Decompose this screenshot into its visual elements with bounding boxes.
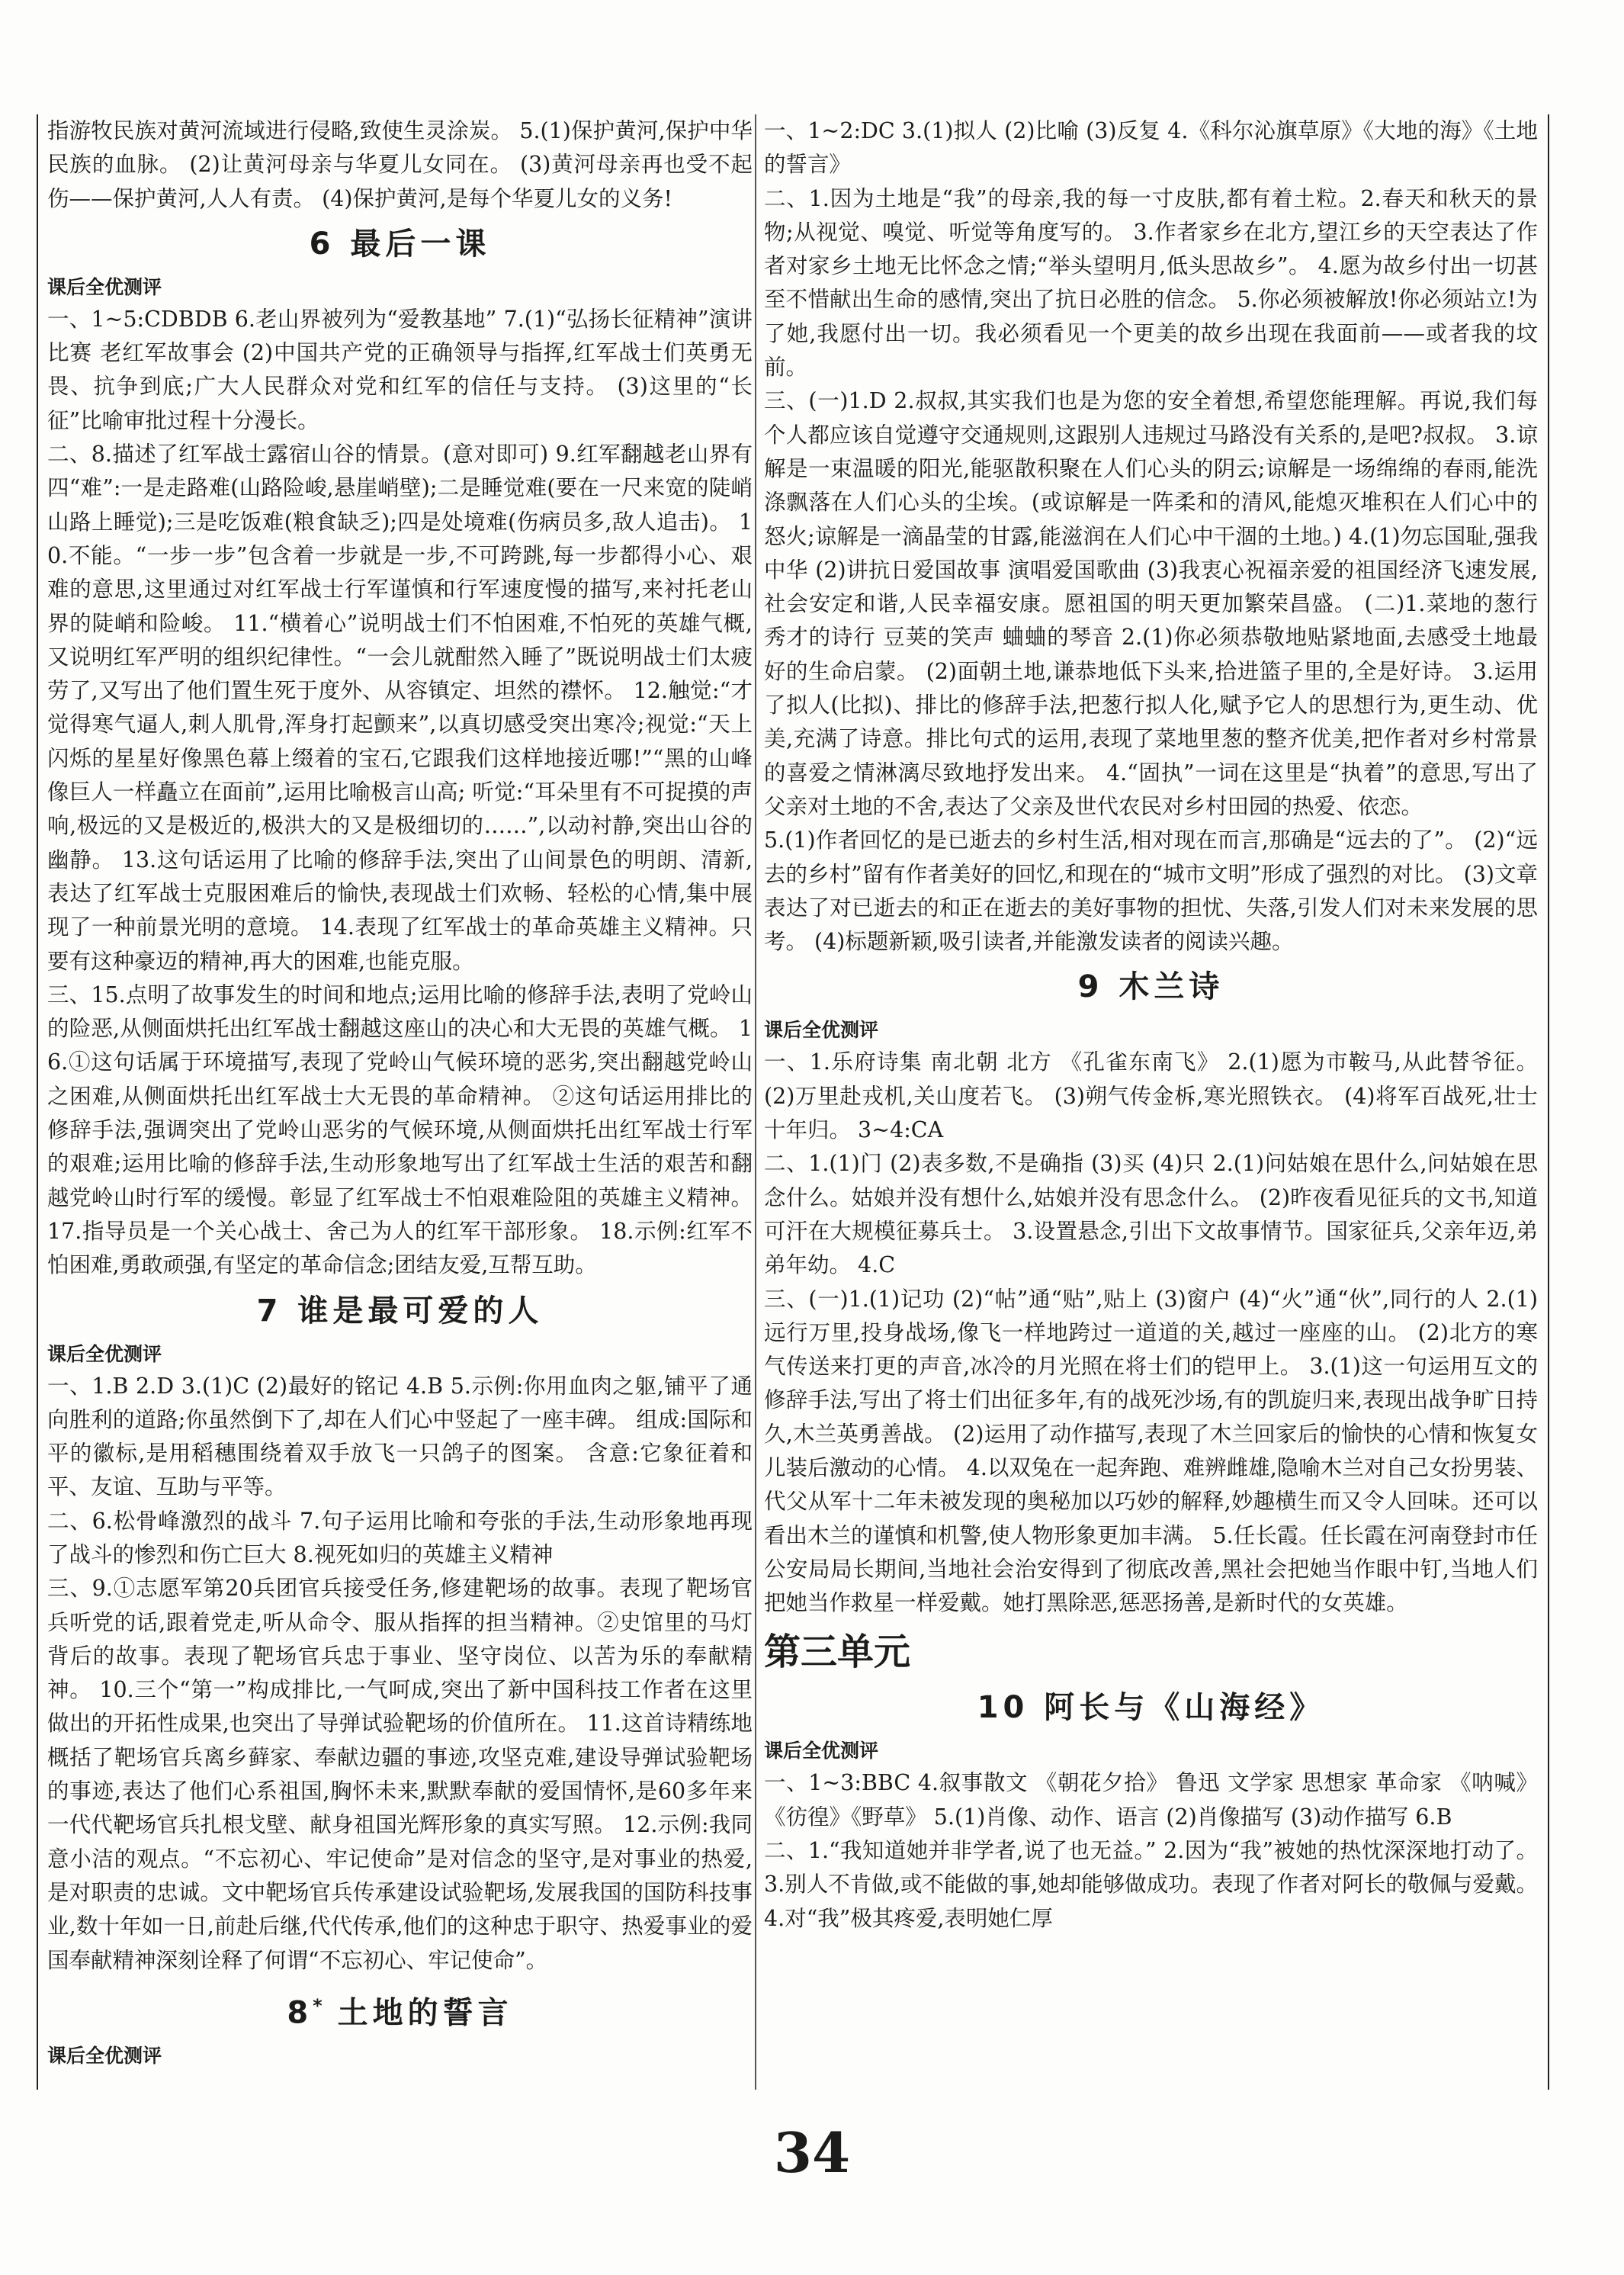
left-frame-line xyxy=(37,114,38,2090)
lesson-9-part-1: 一、1.乐府诗集 南北朝 北方 《孔雀东南飞》 2.(1)愿为市鞍马,从此替爷征。 (2)万里赴戎机,关山度若飞。 (3)朔气传金柝,寒光照铁衣。 (4)将军百战死,壮士十年归。 3~4:CA xyxy=(764,1049,1538,1143)
lesson-10-subtitle: 课后全优测评 xyxy=(764,1740,879,1762)
lesson-7-title: 7 谁是最可爱的人 xyxy=(256,1293,544,1329)
intro-paragraph: 指游牧民族对黄河流域进行侵略,致使生灵涂炭。 5.(1)保护黄河,保护中华民族的血脉。 (2)让黄河母亲与华夏儿女同在。 (3)黄河母亲再也受不起伤——保护黄河,人人有责。 (4)保护黄河,是每个华夏儿女的义务! xyxy=(47,118,753,211)
lesson-10-part-2: 二、1.“我知道她并非学者,说了也无益。” 2.因为“我”被她的热忱深深地打动了。 3.别人不肯做,或不能做的事,她却能够做成功。表现了作者对阿长的敬佩与爱戴。 4.对“我”极其疼爱,表明她仁厚 xyxy=(764,1838,1538,1931)
lesson-8-part-3: 三、(一)1.D 2.叔叔,其实我们也是为您的安全着想,希望您能理解。再说,我们每个人都应该自觉遵守交通规则,这跟别人违规过马路没有关系的,是吧?叔叔。 3.谅解是一束温暖的阳光,能驱散积聚在人们心头的阴云;谅解是一场绵绵的春雨,能洗涤飘落在人们心头的尘埃。(或谅解是一阵柔和的清风,能熄灭堆积在人们心中的怒火;谅解是一滴晶莹的甘露,能滋润在人们心中干涸的土地。) 4.(1)勿忘国耻,强我中华 (2)讲抗日爱国故事 演唱爱国歌曲 (3)我衷心祝福亲爱的祖国经济飞速发展,社会安定和谐,人民幸福安康。愿祖国的明天更加繁荣昌盛。 (二)1.菜地的葱行 秀才的诗行 豆荚的笑声 蛐蛐的琴音 2.(1)你必须恭敬地贴紧地面,去感受土地最好的生命启蒙。 (2)面朝土地,谦恭地低下头来,拾进篮子里的,全是好诗。 3.运用了拟人(比拟)、排比的修辞手法,把葱行拟人化,赋予它人的思想行为,更生动、优美,充满了诗意。排比句式的运用,表现了菜地里葱的整齐优美,把作者对乡村常景的喜爱之情淋漓尽致地抒发出来。 4.“固执”一词在这里是“执着”的意思,写出了父亲对土地的不舍,表达了父亲及世代农民对乡村田园的热爱、依恋。 xyxy=(764,388,1538,819)
lesson-8-part-4: 5.(1)作者回忆的是已逝去的乡村生活,相对现在而言,那确是“远去的了”。 (2)“远去的乡村”留有作者美好的回忆,和现在的“城市文明”形成了强烈的对比。 (3)文章表达了对已逝去的和正在逝去的美好事物的担忧、失落,引发人们对未来发展的思考。 (4)标题新颖,吸引读者,并能激发读者的阅读兴趣。 xyxy=(764,827,1538,955)
column-divider xyxy=(755,114,756,2090)
lesson-6-part-2: 二、8.描述了红军战士露宿山谷的情景。(意对即可) 9.红军翻越老山界有四“难”:一是走路难(山路险峻,悬崖峭壁);二是睡觉难(要在一尺来宽的陡峭山路上睡觉);三是吃饭难(粮食缺乏);四是处境难(伤病员多,敌人追击)。 10.不能。“一步一步”包含着一步就是一步,不可跨跳,每一步都得小心、艰难的意思,这里通过对红军战士行军谨慎和行军速度慢的描写,来衬托老山界的陡峭和险峻。 11.“横着心”说明战士们不怕困难,不怕死的英雄气概,又说明红军严明的组织纪律性。“一会儿就酣然入睡了”既说明战士们太疲劳了,又写出了他们置生死于度外、从容镇定、坦然的襟怀。 12.触觉:“才觉得寒气逼人,刺人肌骨,浑身打起颤来”,以真切感受突出寒冷;视觉:“天上闪烁的星星好像黑色幕上缀着的宝石,它跟我们这样地接近哪!”“黑的山峰像巨人一样矗立在面前”,运用比喻极言山高; 听觉:“耳朵里有不可捉摸的声响,极远的又是极近的,极洪大的又是极细切的……”,以动衬静,突出山谷的幽静。 13.这句话运用了比喻的修辞手法,突出了山间景色的明朗、清新,表达了红军战士克服困难后的愉快,表现战士们欢畅、轻松的心情,集中展现了一种前景光明的意境。 14.表现了红军战士的革命英雄主义精神。只要有这种豪迈的精神,再大的困难,也能克服。 xyxy=(47,442,753,974)
lesson-8-part-1: 一、1~2:DC 3.(1)拟人 (2)比喻 (3)反复 4.《科尔沁旗草原》《大地的海》《土地的誓言》 xyxy=(764,118,1538,178)
lesson-7-part-1: 一、1.B 2.D 3.(1)C (2)最好的铭记 4.B 5.示例:你用血肉之躯,铺平了通向胜利的道路;你虽然倒下了,却在人们心中竖起了一座丰碑。 组成:国际和平的徽标,是用稻穗围绕着双手放飞一只鸽子的图案。 含意:它象征着和平、友谊、互助与平等。 xyxy=(47,1373,753,1500)
lesson-10-title: 10 阿长与《山海经》 xyxy=(977,1690,1325,1726)
lesson-6-part-3: 三、15.点明了故事发生的时间和地点;运用比喻的修辞手法,表明了党岭山的险恶,从侧面烘托出红军战士翻越这座山的决心和大无畏的英雄气概。 16.①这句话属于环境描写,表现了党岭山气候环境的恶劣,突出翻越党岭山之困难,从侧面烘托出红军战士大无畏的革命精神。 ②这句话运用排比的修辞手法,强调突出了党岭山恶劣的气候环境,从侧面烘托出红军战士行军的艰难;运用比喻的修辞手法,生动形象地写出了红军战士生活的艰苦和翻越党岭山时行军的缓慢。彰显了红军战士不怕艰难险阻的英雄主义精神。 17.指导员是一个关心战士、舍己为人的红军干部形象。 18.示例:红军不怕困难,勇敢顽强,有坚定的革命信念;团结友爱,互帮互助。 xyxy=(47,982,753,1278)
lesson-6-title: 6 最后一课 xyxy=(309,226,491,262)
lesson-7-part-2: 二、6.松骨峰激烈的战斗 7.句子运用比喻和夸张的手法,生动形象地再现了战斗的惨烈和伤亡巨大 8.视死如归的英雄主义精神 xyxy=(47,1508,753,1567)
right-frame-line xyxy=(1548,114,1549,2090)
right-column xyxy=(764,114,1538,1936)
page-number: 34 xyxy=(773,2120,851,2185)
lesson-7-part-3: 三、9.①志愿军第20兵团官兵接受任务,修建靶场的故事。表现了靶场官兵听党的话,跟着党走,听从命令、服从指挥的担当精神。②史馆里的马灯背后的故事。表现了靶场官兵忠于事业、坚守岗位、以苦为乐的奉献精神。 10.三个“第一”构成排比,一气呵成,突出了新中国科技工作者在这里做出的开拓性成果,也突出了导弹试验靶场的价值所在。 11.这首诗精练地概括了靶场官兵离乡藓家、奉献边疆的事迹,攻坚克难,建设导弹试验靶场的事迹,表达了他们心系祖国,胸怀未来,默默奉献的爱国情怀,是60多年来一代代靶场官兵扎根戈壁、献身祖国光辉形象的真实写照。 12.示例:我同意小洁的观点。“不忘初心、牢记使命”是对信念的坚守,是对事业的热爱,是对职责的忠诚。文中靶场官兵传承建设试验靶场,发展我国的国防科技事业,数十年如一日,前赴后继,代代传承,他们的这种忠于职守、热爱事业的爱国奉献精神深刻诠释了何谓“不忘初心、牢记使命”。 xyxy=(47,1576,753,1973)
lesson-9-subtitle: 课后全优测评 xyxy=(764,1019,879,1042)
lesson-9-part-3: 三、(一)1.(1)记功 (2)“帖”通“贴”,贴上 (3)窗户 (4)“火”通“伙”,同行的人 2.(1)远行万里,投身战场,像飞一样地跨过一道道的关,越过一座座的山。 (2)北方的寒气传送来打更的声音,冰冷的月光照在将士们的铠甲上。 3.(1)这一句运用互文的修辞手法,写出了将士们出征多年,有的战死沙场,有的凯旋归来,表现出战争旷日持久,木兰英勇善战。 (2)运用了动作描写,表现了木兰回家后的愉快的心情和恢复女儿装后激动的心情。 4.以双兔在一起奔跑、难辨雌雄,隐喻木兰对自己女扮男装、代父从军十二年未被发现的奥秘加以巧妙的解释,妙趣横生而又令人回味。还可以看出木兰的谨慎和机警,使人物形象更加丰满。 5.任长霞。任长霞在河南登封市任公安局局长期间,当地社会治安得到了彻底改善,黑社会把她当作眼中钉,当地人们把她当作救星一样爱戴。她打黑除恶,惩恶扬善,是新时代的女英雄。 xyxy=(764,1286,1538,1616)
lesson-10-part-1: 一、1~3:BBC 4.叙事散文 《朝花夕拾》 鲁迅 文学家 思想家 革命家 《呐喊》《彷徨》《野草》 5.(1)肖像、动作、语言 (2)肖像描写 (3)动作描写 6.B xyxy=(764,1770,1538,1830)
lesson-8-number: 8 xyxy=(287,1995,313,2031)
lesson-8-title xyxy=(47,1981,753,2038)
lesson-6-part-1: 一、1~5:CDBDB 6.老山界被列为“爱教基地” 7.(1)“弘扬长征精神”演讲比赛 老红军故事会 (2)中国共产党的正确领导与指挥,红军战士们英勇无畏、抗争到底;广大人民群众对党和红军的信任与支持。 (3)这里的“长征”比喻审批过程十分漫长。 xyxy=(47,306,753,433)
lesson-8-mark: * xyxy=(313,1994,323,2016)
unit-3-heading: 第三单元 xyxy=(764,1631,911,1674)
lesson-8-subtitle: 课后全优测评 xyxy=(47,2045,162,2068)
lesson-6-subtitle: 课后全优测评 xyxy=(47,275,162,298)
lesson-7-subtitle: 课后全优测评 xyxy=(47,1342,162,1365)
lesson-9-title: 9 木兰诗 xyxy=(1077,969,1224,1005)
lesson-9-part-2: 二、1.(1)门 (2)表多数,不是确指 (3)买 (4)只 2.(1)问姑娘在思什么,问姑娘在思念什么。姑娘并没有想什么,姑娘并没有思念什么。 (2)昨夜看见征兵的文书,知道可汗在大规模征募兵士。 3.设置悬念,引出下文故事情节。国家征兵,父亲年迈,弟弟年幼。 4.C xyxy=(764,1151,1538,1278)
lesson-8-part-2: 二、1.因为土地是“我”的母亲,我的每一寸皮肤,都有着土粒。2.春天和秋天的景物;从视觉、嗅觉、听觉等角度写的。 3.作者家乡在北方,望江乡的天空表达了作者对家乡土地无比怀念之情;“举头望明月,低头思故乡”。 4.愿为故乡付出一切甚至不惜献出生命的感情,突出了抗日必胜的信念。 5.你必须被解放!你必须站立!为了她,我愿付出一切。我必须看见一个更美的故乡出现在我面前——或者我的坟前。 xyxy=(764,185,1538,381)
left-column xyxy=(47,114,753,2071)
lesson-8-title-text: 土地的誓言 xyxy=(337,1995,513,2031)
